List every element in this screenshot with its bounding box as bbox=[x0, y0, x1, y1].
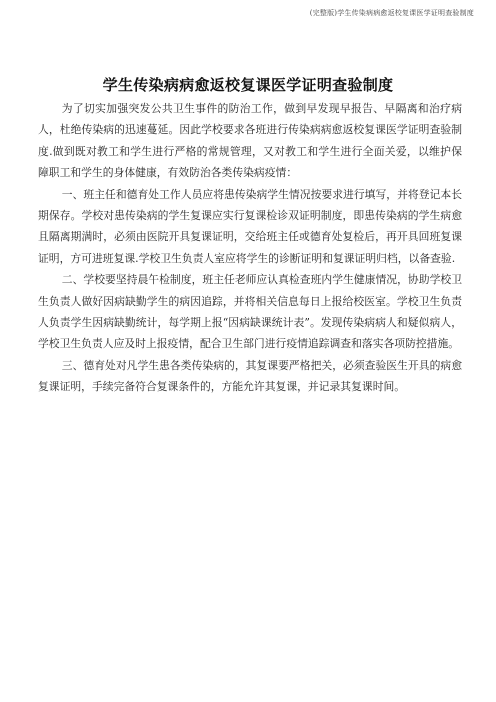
intro-paragraph: 为了切实加强突发公共卫生事件的防治工作，做到早发现早报告、早隔离和治疗病人，杜绝传染病的迅速蔓延。因此学校要求各班进行传染病病愈返校复课医学证明查验制度.做到既对教工和学生进行严格的常规管理，又对教工和学生进行全面关爱，以维护保障职工和学生的身体健康，有效防治各类传染病疫情： bbox=[38, 102, 462, 180]
document-body bbox=[38, 98, 462, 398]
clause-1-paragraph: 一、班主任和德育处工作人员应将患传染病学生情况按要求进行填写，并将登记本长期保存。学校对患传染病的学生复课应实行复课检诊双证明制度，即患传染病的学生病愈且隔离期满时，必须由医院开具复课证明，交给班主任或德育处复检后，再开具回班复课证明，方可进班复课.学校卫生负责人室应将学生的诊断证明和复课证明归档，以备查验. bbox=[38, 187, 462, 265]
clause-2-paragraph: 二、学校要坚持晨午检制度，班主任老师应认真检查班内学生健康情况，协助学校卫生负责人做好因病缺勤学生的病因追踪，并将相关信息每日上报给校医室。学校卫生负责人负责学生因病缺勤统计，每学期上报“因病缺课统计表”。发现传染病病人和疑似病人，学校卫生负责人应及时上报疫情，配合卫生部门进行疫情追踪调查和落实各项防控措施。 bbox=[38, 273, 462, 351]
running-header: (完整版)学生传染病病愈返校复课医学证明查验制度 bbox=[309, 9, 474, 17]
document-title: 学生传染病病愈返校复课医学证明查验制度 bbox=[102, 76, 394, 94]
clause-3-paragraph: 三、德育处对凡学生患各类传染病的，其复课要严格把关，必须查验医生开具的病愈复课证明，手续完备符合复课条件的，方能允许其复课，并记录其复课时间。 bbox=[38, 358, 462, 394]
